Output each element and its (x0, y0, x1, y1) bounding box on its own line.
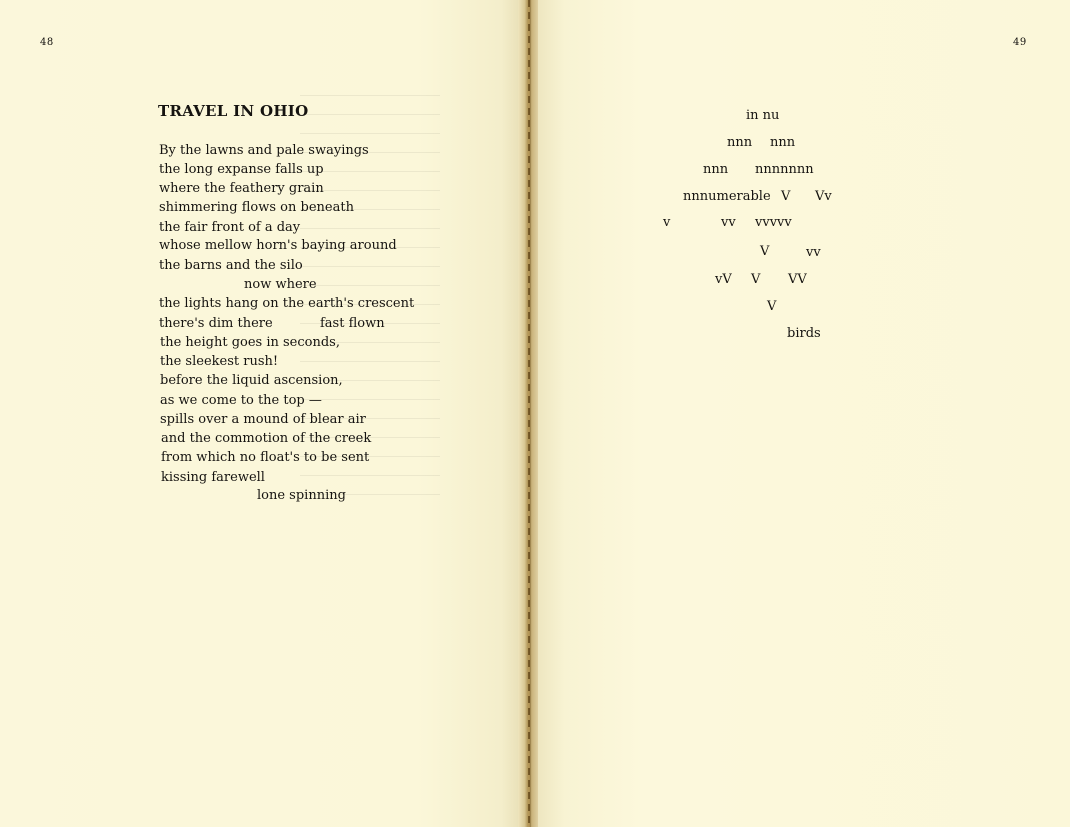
poem-line: By the lawns and pale swayings (159, 143, 369, 158)
page-number-left: 48 (40, 37, 54, 48)
poem-line: the long expanse falls up (159, 162, 324, 177)
poem-fragment: V (760, 244, 770, 259)
poem-fragment: nnn (770, 135, 796, 150)
poem-fragment: birds (787, 326, 821, 341)
poem-fragment: V (751, 272, 761, 287)
poem-fragment: nnnnnnn (755, 162, 814, 177)
poem-fragment: v (663, 215, 671, 230)
page-number-right: 49 (1013, 37, 1027, 48)
poem-fragment: VV (788, 272, 807, 287)
poem-line: where the feathery grain (159, 181, 324, 196)
poem-title: TRAVEL IN OHIO (158, 102, 309, 120)
poem-line: and the commotion of the creek (161, 431, 372, 446)
poem-line: the lights hang on the earth's crescent (159, 296, 415, 311)
poem-line: shimmering flows on beneath (159, 200, 354, 215)
poem-line: the sleekest rush! (160, 354, 279, 369)
poem-fragment: nnn (727, 135, 753, 150)
poem-line: the barns and the silo (159, 258, 303, 273)
poem-fragment: nnn (703, 162, 729, 177)
poem-line: there's dim there (159, 316, 273, 331)
poem-line: from which no float's to be sent (161, 450, 370, 465)
poem-line: the fair front of a day (159, 220, 301, 235)
poem-fragment: vv (721, 215, 736, 230)
poem-fragment: vvvvv (755, 215, 792, 230)
poem-line: kissing farewell (161, 470, 265, 485)
poem-line: spills over a mound of blear air (160, 412, 366, 427)
poem-fragment: in nu (746, 108, 780, 123)
poem-line: as we come to the top — (160, 393, 322, 408)
poem-fragment: V (781, 189, 791, 204)
poem-line: the height goes in seconds, (160, 335, 340, 350)
poem-fragment: V (767, 299, 777, 314)
poem-line: now where (244, 277, 317, 292)
poem-line: whose mellow horn's baying around (159, 238, 397, 253)
poem-line: lone spinning (257, 488, 346, 503)
poem-fragment: vv (806, 245, 821, 260)
poem-line: fast flown (320, 316, 385, 331)
poem-line: before the liquid ascension, (160, 373, 343, 388)
poem-fragment: Vv (815, 189, 832, 204)
poem-fragment: vV (715, 272, 732, 287)
poem-fragment: nnnumerable (683, 189, 771, 204)
